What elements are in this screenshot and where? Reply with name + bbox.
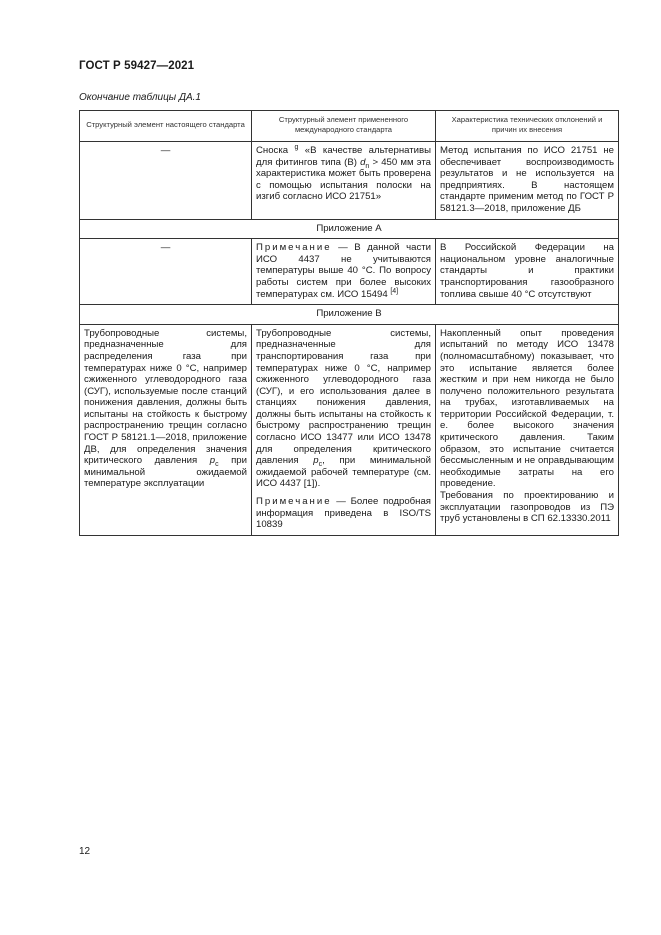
- reference-marker: [4]: [390, 287, 399, 295]
- table-header-row: [80, 111, 619, 142]
- row1-national-cell: —: [80, 142, 252, 220]
- pressure-subscript: c: [215, 461, 219, 469]
- column-header-international: Структурный элемент примененного международного стандарта: [252, 111, 436, 142]
- column-header-national: Структурный элемент настоящего стандарта: [80, 111, 252, 142]
- section-title-appendix-b: Приложение В: [80, 305, 619, 325]
- note-text: — Более подробная информация приведена в ISO/TS 10839: [256, 496, 431, 531]
- row1-deviation-cell: Метод испытания по ИСО 21751 не обеспечивает воспроизводимость результатов и не используется на предприятиях. В настоящем стандарте применим метод по ГОСТ Р 58121.3—2018, приложение ДБ: [436, 142, 619, 220]
- note-label: Примечание: [256, 242, 332, 254]
- deviations-table: [79, 110, 619, 536]
- page-number: 12: [79, 846, 91, 857]
- row3-national-text-end: при минимальной ожидаемой температуре эксплуатации: [84, 455, 247, 490]
- table-caption: Окончание таблицы ДА.1: [79, 92, 201, 103]
- table-row: [80, 239, 619, 305]
- pressure-symbol: р: [313, 455, 319, 467]
- row2-national-cell: —: [80, 239, 252, 305]
- pressure-subscript: c: [318, 461, 323, 469]
- row3-national-cell: [80, 324, 252, 535]
- row3-deviation-paragraph-2: Требования по проектированию и эксплуатации газопроводов из ПЭ труб установлены в СП 62.13330.2011: [440, 490, 614, 525]
- section-title-appendix-a: Приложение А: [80, 219, 619, 239]
- column-header-deviation: Характеристика технических отклонений и причин их внесения: [436, 111, 619, 142]
- row2-deviation-cell: В Российской Федерации на национальном уровне аналогичные стандарты и практики транспортирования газообразного топлива свыше 40 °С отсутствуют: [436, 239, 619, 305]
- section-row-appendix-a: [80, 219, 619, 239]
- diameter-subscript: n: [365, 162, 370, 170]
- row3-national-text-start: Трубопроводные системы, предназначенные для распределения газа при температурах ниже 0 °С, например сжиженного углеводородного газа (СУГ), используемые после станций понижения давления, должны быть испытаны на стойкость к быстрому распространению трещин согласно ГОСТ Р 58121.1—2018, приложение ДВ, для определения значения критического давления: [84, 327, 247, 467]
- table-row: [80, 142, 619, 220]
- standard-number: ГОСТ Р 59427—2021: [79, 60, 195, 72]
- row1-quote-end: > 450 мм эта характеристика может быть проверена с помощью испытания полоски на изгиб согласно ИСО 21751»: [256, 156, 431, 203]
- pressure-symbol: р: [209, 455, 216, 467]
- row3-deviation-paragraph-1: Накопленный опыт проведения испытаний по методу ИСО 13478 (полномасштабному) показывает, что это испытание является более жестким и при нем никогда не было получено положительного результата на трубах, изготавливаемых на территории Российской Федерации, т. е. более высокого значения критического давления. Таким образом, это испытание считается бессмысленным и не оправдывающим необходимые затраты на его проведение.: [440, 327, 614, 490]
- section-row-appendix-b: [80, 305, 619, 325]
- row3-note-paragraph: [256, 496, 431, 531]
- row3-international-cell: [252, 324, 436, 535]
- table-row: [80, 324, 619, 535]
- row3-international-text-start: Трубопроводные системы, предназначенные для транспортирования газа при температурах ниже 0 °С, например сжиженного углеводородного газа (СУГ), и его использования далее в станциях понижения давления, должны быть испытаны на стойкость к быстрому распространению трещин согласно ИСО 13477 или ИСО 13478 для определения критического давления: [256, 327, 431, 467]
- row3-deviation-cell: [436, 324, 619, 535]
- row1-quote-start: «В качестве альтернативы для фитингов типа (В): [256, 145, 431, 168]
- footnote-marker: g: [294, 143, 299, 151]
- diameter-symbol: d: [360, 156, 366, 168]
- note-text: — В данной части ИСО 4437 не учитываются температуры выше 40 °С. По вопросу работы систем при более высоких температурах см. ИСО 15494: [256, 242, 431, 300]
- row1-footnote-label: Сноска: [256, 145, 295, 156]
- row2-international-cell: [252, 239, 436, 305]
- row3-international-text-end: , при минимальной ожидаемой рабочей температуре (см. ИСО 4437 [1]).: [256, 455, 431, 490]
- row1-international-cell: [252, 142, 436, 220]
- row3-international-paragraph: [256, 328, 431, 490]
- note-label: Примечание: [256, 496, 332, 508]
